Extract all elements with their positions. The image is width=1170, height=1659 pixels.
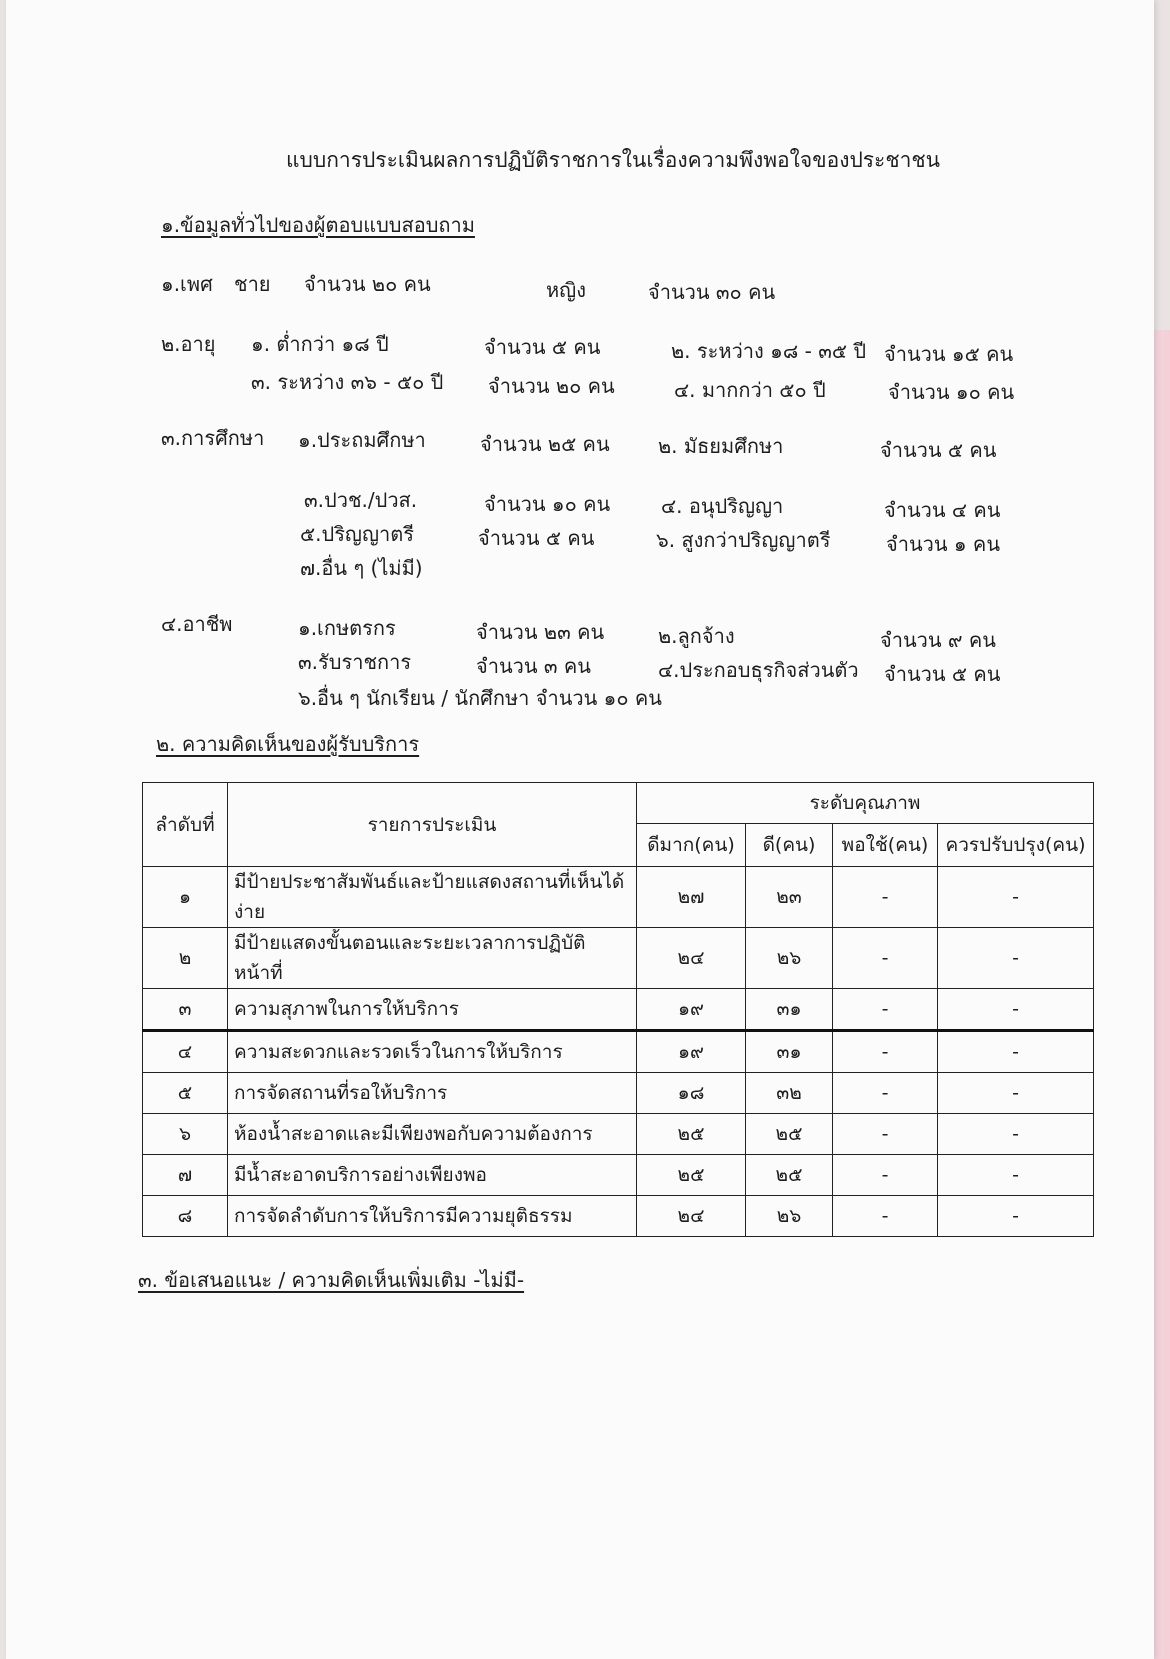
table-row — [143, 989, 1094, 1031]
table-row — [143, 1031, 1094, 1073]
education-item-label: ๒. มัธยมศึกษา — [658, 434, 784, 458]
row-no: ๕ — [143, 1073, 228, 1114]
education-item-label: ๑.ประถมศึกษา — [298, 428, 426, 452]
age-item-label: ๒. ระหว่าง ๑๘ - ๓๕ ปี — [671, 339, 867, 363]
table-row — [143, 1073, 1094, 1114]
occupation-item-count: จำนวน ๙ คน — [880, 628, 996, 652]
row-item: มีป้ายประชาสัมพันธ์และป้ายแสดงสถานที่เห็นได้ง่าย — [228, 867, 637, 928]
row-very-good: ๒๕ — [637, 1155, 746, 1196]
row-very-good: ๒๔ — [637, 1196, 746, 1237]
row-fair: - — [833, 989, 938, 1031]
row-good: ๒๖ — [746, 928, 833, 989]
row-improve: - — [938, 1073, 1094, 1114]
row-good: ๓๒ — [746, 1073, 833, 1114]
age-item-label: ๔. มากกว่า ๕๐ ปี — [674, 378, 826, 402]
table-row — [143, 1155, 1094, 1196]
education-item-count: จำนวน ๑๐ คน — [484, 492, 611, 516]
occupation-label: ๔.อาชีพ — [161, 612, 233, 636]
row-no: ๒ — [143, 928, 228, 989]
row-improve: - — [938, 989, 1094, 1031]
row-very-good: ๑๘ — [637, 1073, 746, 1114]
row-item: ความสุภาพในการให้บริการ — [228, 989, 637, 1031]
row-very-good: ๒๕ — [637, 1114, 746, 1155]
row-no: ๑ — [143, 867, 228, 928]
table-row — [143, 1196, 1094, 1237]
header-no: ลำดับที่ — [143, 783, 228, 867]
table-row — [143, 1114, 1094, 1155]
row-item: ความสะดวกและรวดเร็วในการให้บริการ — [228, 1031, 637, 1073]
row-good: ๓๑ — [746, 989, 833, 1031]
header-level: ระดับคุณภาพ — [637, 783, 1094, 824]
row-item: มีน้ำสะอาดบริการอย่างเพียงพอ — [228, 1155, 637, 1196]
row-good: ๒๖ — [746, 1196, 833, 1237]
education-item-count: จำนวน ๑ คน — [886, 532, 1000, 556]
row-fair: - — [833, 867, 938, 928]
age-item-count: จำนวน ๑๐ คน — [888, 380, 1015, 404]
header-improve: ควรปรับปรุง(คน) — [938, 824, 1094, 867]
row-item: การจัดลำดับการให้บริการมีความยุติธรรม — [228, 1196, 637, 1237]
row-fair: - — [833, 1196, 938, 1237]
age-item-count: จำนวน ๑๕ คน — [884, 342, 1014, 366]
rating-table — [142, 782, 1094, 1237]
age-item-label: ๑. ต่ำกว่า ๑๘ ปี — [251, 332, 389, 356]
header-item: รายการประเมิน — [228, 783, 637, 867]
row-improve: - — [938, 1155, 1094, 1196]
education-item-label: ๓.ปวช./ปวส. — [304, 488, 418, 512]
row-good: ๒๕ — [746, 1114, 833, 1155]
row-fair: - — [833, 1155, 938, 1196]
age-label: ๒.อายุ — [161, 332, 216, 356]
occupation-item-label: ๖.อื่น ๆ นักเรียน / นักศึกษา จำนวน ๑๐ คน — [298, 686, 662, 710]
header-very-good: ดีมาก(คน) — [637, 824, 746, 867]
header-good: ดี(คน) — [746, 824, 833, 867]
sex-female-label: หญิง — [546, 278, 586, 302]
row-no: ๓ — [143, 989, 228, 1031]
row-fair: - — [833, 1073, 938, 1114]
row-no: ๗ — [143, 1155, 228, 1196]
age-item-count: จำนวน ๕ คน — [484, 335, 601, 359]
row-good: ๓๑ — [746, 1031, 833, 1073]
row-good: ๒๓ — [746, 867, 833, 928]
document-page — [6, 0, 1154, 1659]
sex-label: ๑.เพศ — [161, 272, 213, 296]
age-item-label: ๓. ระหว่าง ๓๖ - ๕๐ ปี — [251, 370, 444, 394]
education-item-label: ๖. สูงกว่าปริญญาตรี — [656, 528, 831, 552]
table-row — [143, 928, 1094, 989]
row-very-good: ๑๙ — [637, 1031, 746, 1073]
row-good: ๒๕ — [746, 1155, 833, 1196]
section3-heading: ๓. ข้อเสนอแนะ / ความคิดเห็นเพิ่มเติม -ไม่มี- — [138, 1268, 525, 1292]
header-fair: พอใช้(คน) — [833, 824, 938, 867]
row-no: ๘ — [143, 1196, 228, 1237]
section1-heading: ๑.ข้อมูลทั่วไปของผู้ตอบแบบสอบถาม — [161, 213, 475, 237]
row-no: ๖ — [143, 1114, 228, 1155]
row-improve: - — [938, 1196, 1094, 1237]
table-row — [143, 867, 1094, 928]
education-label: ๓.การศึกษา — [161, 426, 265, 450]
education-item-label: ๗.อื่น ๆ (ไม่มี) — [300, 556, 423, 580]
education-item-count: จำนวน ๕ คน — [478, 526, 595, 550]
occupation-item-label: ๓.รับราชการ — [298, 650, 412, 674]
row-item: มีป้ายแสดงขั้นตอนและระยะเวลาการปฏิบัติหน้าที่ — [228, 928, 637, 989]
occupation-item-count: จำนวน ๕ คน — [884, 662, 1001, 686]
education-item-label: ๕.ปริญญาตรี — [300, 522, 414, 546]
row-very-good: ๑๙ — [637, 989, 746, 1031]
occupation-item-count: จำนวน ๒๓ คน — [476, 620, 605, 644]
education-item-count: จำนวน ๒๕ คน — [480, 432, 610, 456]
sex-female-count: จำนวน ๓๐ คน — [648, 280, 776, 304]
occupation-item-label: ๒.ลูกจ้าง — [658, 624, 735, 648]
document-title: แบบการประเมินผลการปฏิบัติราชการในเรื่องความพึงพอใจของประชาชน — [286, 148, 940, 172]
sex-male-count: จำนวน ๒๐ คน — [304, 272, 431, 296]
row-fair: - — [833, 1114, 938, 1155]
row-fair: - — [833, 1031, 938, 1073]
age-item-count: จำนวน ๒๐ คน — [488, 374, 615, 398]
occupation-item-label: ๑.เกษตรกร — [298, 616, 396, 640]
row-improve: - — [938, 928, 1094, 989]
occupation-item-label: ๔.ประกอบธุรกิจส่วนตัว — [658, 658, 859, 682]
occupation-item-count: จำนวน ๓ คน — [476, 654, 591, 678]
row-improve: - — [938, 1114, 1094, 1155]
education-item-count: จำนวน ๔ คน — [884, 498, 1001, 522]
row-item: การจัดสถานที่รอให้บริการ — [228, 1073, 637, 1114]
row-improve: - — [938, 1031, 1094, 1073]
row-no: ๔ — [143, 1031, 228, 1073]
row-very-good: ๒๔ — [637, 928, 746, 989]
education-item-label: ๔. อนุปริญญา — [661, 494, 784, 518]
row-improve: - — [938, 867, 1094, 928]
row-item: ห้องน้ำสะอาดและมีเพียงพอกับความต้องการ — [228, 1114, 637, 1155]
row-very-good: ๒๗ — [637, 867, 746, 928]
row-fair: - — [833, 928, 938, 989]
education-item-count: จำนวน ๕ คน — [880, 438, 997, 462]
sex-male-label: ชาย — [234, 272, 271, 296]
section2-heading: ๒. ความคิดเห็นของผู้รับบริการ — [156, 732, 420, 756]
